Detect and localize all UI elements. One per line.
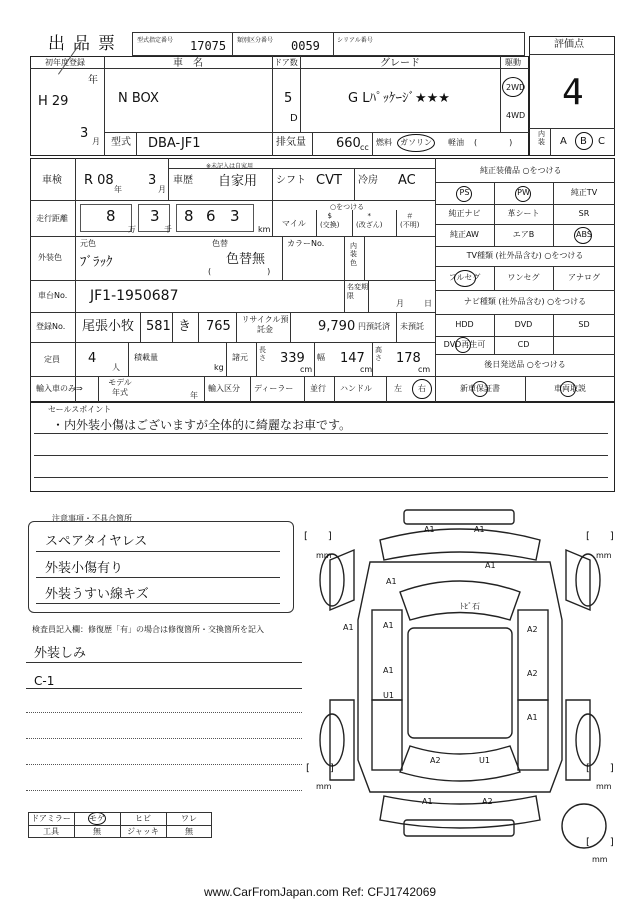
inspection-era: R 08: [84, 173, 114, 188]
damage-mark-2: A1: [474, 525, 485, 534]
ac-label: 冷房: [358, 175, 378, 186]
mileage-km: km: [258, 225, 271, 234]
docs-warranty-circle: [472, 381, 488, 397]
navi-hdd: HDD: [455, 320, 474, 329]
car-diagram: [300, 500, 640, 880]
reg-class: 581: [146, 319, 171, 334]
title-period-label: 名変期限: [347, 283, 368, 301]
damage-mark-7: A1: [383, 621, 394, 630]
docs-manual-circle: [560, 381, 576, 397]
interior-color-label: 内装色: [350, 242, 357, 267]
tire-bracket-fr: [ ]: [586, 531, 614, 542]
tv-fullseg-circle: [454, 270, 476, 287]
dims-label: 諸元: [232, 353, 248, 362]
tool-label: 工具: [43, 826, 59, 836]
tire-bracket-spare: [ ]: [586, 837, 614, 848]
tv-fullseg: フルセグ: [448, 273, 481, 282]
mileage-digit-2: 3: [150, 207, 160, 225]
footer-ref: www.CarFromJapan.com Ref: CFJ1742069: [203, 885, 437, 899]
navi-empty: [553, 336, 615, 354]
mileage-unknown: ＃ (不明): [400, 212, 420, 230]
category-label: 類別区分番号: [237, 37, 274, 44]
damage-mark-14: U1: [479, 756, 490, 765]
navi-cd: CD: [517, 340, 530, 349]
height-value: 178: [396, 351, 421, 366]
model-year-label: モデル 年式: [108, 378, 132, 397]
model-year-unit: 年: [190, 391, 198, 400]
length-unit: cm: [300, 365, 313, 374]
first-reg-month: 3: [80, 126, 89, 141]
mirror-mogi-circle: [88, 812, 106, 825]
damage-mark-12: A1: [527, 713, 538, 722]
handle-right: 右: [418, 384, 426, 393]
grade-box-label: 評価点: [554, 39, 584, 50]
repaint-paren: ( ): [208, 267, 271, 276]
capacity-label: 定員: [44, 355, 60, 364]
recycle-not: 未預託: [400, 322, 424, 331]
doors-label: ドア数: [274, 58, 298, 67]
tire-bracket-fl: [ ]: [304, 531, 332, 542]
mirror-header-1: モゲ: [89, 813, 105, 823]
drive-2wd-circle: [502, 77, 524, 97]
reg-label: 登録No.: [36, 322, 66, 331]
mileage-digit-3: 8: [184, 207, 194, 225]
damage-mark-8: A2: [527, 625, 538, 634]
orig-color-value: ﾌﾞﾗｯｸ: [80, 255, 113, 270]
note-2: 外装小傷有り: [45, 561, 124, 576]
history-label: 車歴: [173, 175, 193, 186]
recycle-unit: 円預託済: [358, 322, 390, 331]
reg-kana: き: [178, 319, 192, 334]
fuel-diesel: 軽油: [448, 138, 464, 147]
import-label: 輸入車のみ⇒: [36, 384, 83, 393]
damage-mark-9: A1: [383, 666, 394, 675]
damage-mark-1: A1: [424, 525, 435, 534]
equip-oem-tv: 純正TV: [570, 188, 598, 197]
sales-block: [30, 402, 615, 492]
mirror-header-3: ワレ: [181, 813, 197, 823]
color-label: 外装色: [38, 253, 62, 262]
mileage-altered: * (改ざん): [356, 212, 383, 230]
damage-mark-15: A1: [422, 797, 433, 806]
damage-mark-13: A2: [430, 756, 441, 765]
damage-mark-5: ﾄﾋﾞ石: [460, 602, 480, 611]
navi-dvd-play-circle: [455, 337, 471, 353]
sales-line-1: ・内外装小傷はございますが全体的に綺麗なお車です。: [52, 418, 352, 432]
grade-value: 4: [562, 72, 584, 113]
mileage-mile: マイル: [282, 219, 306, 228]
displacement-label: 排気量: [276, 137, 306, 148]
interior-c: C: [598, 136, 605, 147]
length-label: 長さ: [259, 346, 266, 363]
repaint-label: 色替: [212, 239, 228, 248]
mileage-digit-1: 8: [106, 207, 116, 225]
interior-label: 内装: [538, 130, 545, 146]
fuel-label: 燃料: [376, 138, 392, 147]
repaint-value: 色替無: [226, 252, 266, 267]
ac-value: AC: [398, 173, 416, 188]
mileage-digit-5: 3: [230, 207, 240, 225]
displacement-unit: cc: [360, 143, 369, 152]
inspection-label: 車検: [42, 175, 62, 186]
displacement-value: 660: [336, 136, 361, 151]
interior-b: B: [580, 136, 587, 147]
equip-abs: ABS: [576, 230, 592, 239]
tire-mm-rr: mm: [596, 782, 612, 791]
shift-label: シフト: [276, 175, 306, 186]
height-unit: cm: [418, 365, 431, 374]
mirror-header-0: ドアミラー: [31, 813, 71, 823]
tire-bracket-rl: [ ]: [306, 763, 334, 774]
equip-oem-aw: 純正AW: [450, 230, 479, 239]
chassis-label: 車台No.: [38, 291, 68, 300]
drive-2wd: 2WD: [506, 83, 526, 92]
width-unit: cm: [360, 365, 373, 374]
tire-mm-spare: mm: [592, 855, 608, 864]
navi-title: ナビ種類 (社外品含む) ○をつける: [463, 297, 587, 306]
length-value: 339: [280, 351, 305, 366]
oem-title: 純正装備品 ○をつける: [480, 166, 562, 175]
equip-oem-navi: 純正ナビ: [448, 209, 481, 218]
import-type-label: 輸入区分: [208, 384, 240, 393]
equip-pw-circle: [515, 186, 531, 202]
model-cert-value: 17075: [190, 39, 227, 53]
notes-label: 注意事項・不具合箇所: [52, 514, 132, 523]
docs-title: 後日発送品 ○をつける: [484, 360, 566, 369]
model-cert-label: 型式指定番号: [137, 37, 174, 44]
equip-pw: PW: [517, 188, 530, 197]
reg-region: 尾張小牧: [82, 319, 135, 334]
first-reg-label: 初年度登録: [45, 58, 85, 67]
width-label: 幅: [317, 353, 325, 362]
door-type: D: [290, 113, 298, 124]
first-reg-year-unit: 年: [88, 75, 98, 86]
inspector-label: 検査員記入欄：修復歴「有」の場合は修復箇所・交換箇所を記入: [32, 625, 264, 634]
jack-label: ジャッキ: [127, 826, 159, 836]
import-dealer: ディーラー: [254, 384, 294, 393]
sales-label: セールスポイント: [48, 405, 112, 414]
note-1: スペアタイヤレス: [45, 534, 148, 549]
page-title: 出品票: [48, 34, 123, 54]
capacity-unit: 人: [112, 363, 120, 372]
inspection-month-unit: 月: [158, 185, 166, 194]
note-3: 外装うすい線キズ: [45, 587, 149, 602]
mileage-sen: 千: [164, 225, 172, 234]
chassis-value: JF1-1950687: [90, 288, 179, 304]
tire-mm-rl: mm: [316, 782, 332, 791]
title-period-month: 月: [396, 299, 404, 308]
inspector-note-1: 外装しみ: [34, 646, 87, 661]
equip-ps-circle: [456, 186, 472, 202]
tire-mm-fr: mm: [596, 551, 612, 560]
mileage-label: 走行距離: [36, 214, 68, 223]
capacity-value: 4: [88, 351, 97, 366]
grade-label: グレード: [380, 58, 420, 69]
drive-label: 駆動: [505, 58, 521, 67]
type-label: 型式: [111, 137, 131, 148]
damage-mark-11: U1: [383, 691, 394, 700]
equip-leather: 革シート: [507, 209, 540, 218]
mileage-digit-4: 6: [206, 207, 216, 225]
damage-mark-10: A2: [527, 669, 538, 678]
width-value: 147: [340, 351, 365, 366]
first-reg-era: H 29: [38, 94, 69, 109]
interior-a: A: [560, 136, 567, 147]
mileage-note: ○をつける: [330, 203, 365, 211]
damage-mark-4: A1: [386, 577, 397, 586]
inspector-note-2: C-1: [34, 674, 55, 688]
type-value: DBA-JF1: [148, 136, 201, 151]
interior-b-circle: [575, 132, 593, 150]
equip-sr: SR: [578, 209, 590, 218]
navi-dvd-play: DVD再生可: [443, 340, 486, 349]
vehicle-name: N BOX: [118, 91, 159, 106]
recycle-label: リサイクル預託金: [241, 315, 289, 335]
equip-airbag: エアB: [512, 230, 535, 239]
orig-color-label: 元色: [80, 239, 96, 248]
mileage-man: 万: [128, 225, 136, 234]
fuel-gas: ガソリン: [400, 138, 432, 147]
history-note: ※未記入は自家用: [206, 163, 254, 170]
mirror-header-2: ヒビ: [135, 813, 151, 823]
damage-mark-3: A1: [485, 561, 496, 570]
equip-abs-circle: [574, 227, 592, 244]
load-label: 積載量: [134, 353, 158, 362]
handle-label: ハンドル: [340, 384, 372, 393]
drive-4wd: 4WD: [506, 111, 526, 120]
title-period-day: 日: [424, 299, 432, 308]
tv-oneseg: ワンセグ: [507, 273, 540, 282]
import-parallel: 並行: [310, 384, 326, 393]
fuel-gas-circle: [397, 134, 435, 152]
navi-dvd: DVD: [514, 320, 533, 329]
load-unit: kg: [214, 363, 224, 372]
navi-sd: SD: [578, 320, 590, 329]
fuel-other: ( ): [474, 138, 513, 147]
docs-manual: 車両取説: [554, 384, 586, 393]
shift-value: CVT: [316, 173, 342, 188]
reg-number: 765: [206, 319, 231, 334]
serial-label: シリアル番号: [337, 37, 373, 44]
tire-bracket-rr: [ ]: [586, 763, 614, 774]
tire-mm-fl: mm: [316, 551, 332, 560]
tv-title: TV種類 (社外品含む) ○をつける: [466, 251, 584, 260]
docs-warranty: 新車保証書: [460, 384, 500, 393]
mileage-exchanged: $ (交換): [320, 212, 340, 230]
handle-right-circle: [412, 379, 432, 399]
inspection-month: 3: [148, 173, 157, 188]
height-label: 高さ: [375, 346, 382, 363]
handle-left: 左: [394, 384, 402, 393]
name-label: 車 名: [173, 58, 203, 69]
jack-value: 無: [185, 826, 193, 836]
category-value: 0059: [291, 39, 320, 53]
tool-value: 無: [93, 826, 101, 836]
tv-analog: アナログ: [568, 273, 600, 282]
doors-value: 5: [284, 91, 293, 106]
first-reg-month-unit: 月: [92, 137, 100, 146]
damage-mark-6: A1: [343, 623, 354, 632]
equip-ps: PS: [459, 188, 470, 197]
history-value: 自家用: [218, 174, 258, 189]
color-no-label: カラーNo.: [287, 239, 325, 248]
damage-mark-16: A2: [482, 797, 493, 806]
grade-name: G Lﾊﾟｯｹｰｼﾞ★★★: [348, 91, 450, 106]
inspection-year-unit: 年: [114, 185, 122, 194]
recycle-value: 9,790: [318, 319, 356, 334]
